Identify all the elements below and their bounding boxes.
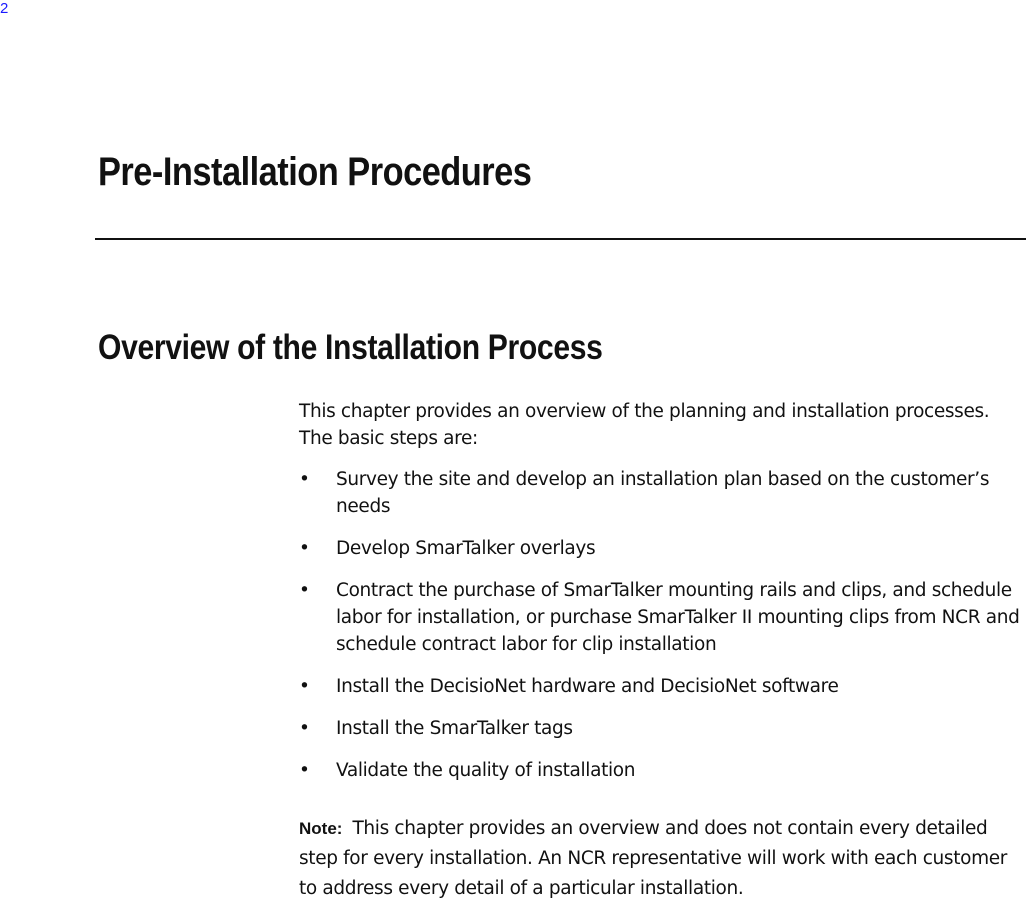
note-label: Note: — [299, 819, 343, 838]
list-item — [299, 535, 1026, 562]
list-item — [299, 757, 1026, 784]
chapter-title: Pre-Installation Procedures — [98, 150, 532, 194]
note-paragraph — [299, 814, 1026, 904]
bullet-icon: • — [299, 676, 310, 697]
title-divider — [95, 238, 1026, 240]
list-item — [299, 673, 1026, 700]
bullet-icon: • — [299, 718, 310, 739]
step-text: Validate the quality of installation — [336, 760, 636, 781]
step-text: Install the SmarTalker tags — [336, 718, 573, 739]
installation-steps-list — [299, 466, 1026, 784]
bullet-icon: • — [299, 580, 310, 601]
list-item — [299, 715, 1026, 742]
step-text: Develop SmarTalker overlays — [336, 538, 596, 559]
step-text: Survey the site and develop an installation plan based on the customer’s needs — [336, 469, 990, 517]
page-number: 2 — [0, 0, 9, 17]
intro-paragraph: This chapter provides an overview of the planning and installation processes. The basic steps are: — [299, 401, 990, 449]
step-text: Contract the purchase of SmarTalker mounting rails and clips, and schedule labor for installation, or purchase SmarTalker II mounting clips from NCR and schedule contract labor for clip installation — [336, 580, 1020, 655]
bullet-icon: • — [299, 760, 310, 781]
bullet-icon: • — [299, 469, 310, 490]
list-item — [299, 466, 1026, 520]
step-text: Install the DecisioNet hardware and DecisioNet software — [336, 676, 839, 697]
bullet-icon: • — [299, 538, 310, 559]
section-body — [299, 398, 1026, 904]
section-title: Overview of the Installation Process — [98, 328, 603, 367]
list-item — [299, 577, 1026, 658]
note-text: This chapter provides an overview and does not contain every detailed step for every installation. An NCR representative will work with each customer to address every detail of a particular installation. — [299, 818, 1008, 899]
